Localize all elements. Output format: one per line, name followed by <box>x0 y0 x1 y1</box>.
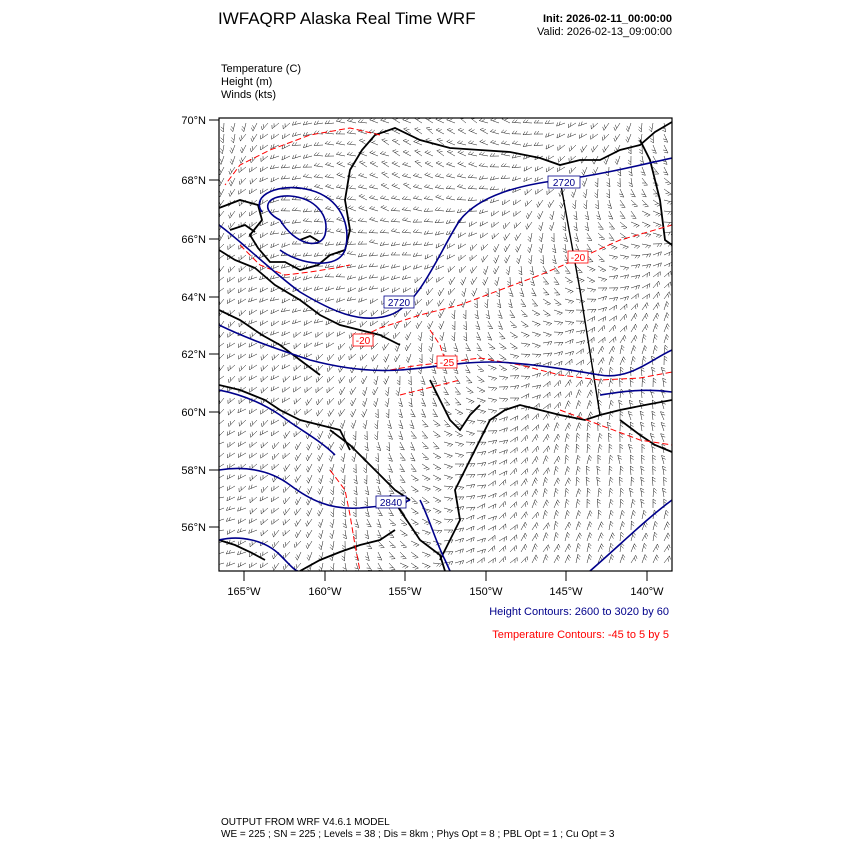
latitude-labels <box>181 115 206 534</box>
temperature-contours <box>225 128 672 571</box>
lat-label: 62°N <box>181 349 206 361</box>
field-winds: Winds (kts) <box>221 89 276 101</box>
height-label-2: 2720 <box>387 298 411 309</box>
lat-label: 68°N <box>181 175 206 187</box>
temperature-contour-labels <box>353 251 588 369</box>
coastlines <box>219 122 672 571</box>
valid-time: Valid: 2026-02-13_09:00:00 <box>537 26 672 38</box>
lon-label: 155°W <box>388 586 422 598</box>
field-temperature: Temperature (C) <box>221 63 302 75</box>
wind-barbs <box>215 116 673 572</box>
lat-label: 58°N <box>181 465 206 477</box>
lat-label: 70°N <box>181 115 206 127</box>
lon-label: 160°W <box>308 586 342 598</box>
height-label-1: 2720 <box>552 178 576 189</box>
lat-label: 64°N <box>181 292 206 304</box>
chart-title: IWFAQRP Alaska Real Time WRF <box>218 9 476 28</box>
temp-label-2: -20 <box>355 336 371 347</box>
map-frame <box>219 118 672 571</box>
wind-barb-field <box>215 116 673 572</box>
temp-label-1: -20 <box>570 253 586 264</box>
lat-label: 60°N <box>181 407 206 419</box>
temperature-contour-legend: Temperature Contours: -45 to 5 by 5 <box>492 629 669 641</box>
lon-label: 165°W <box>227 586 261 598</box>
border-line <box>560 180 600 415</box>
lat-label: 66°N <box>181 234 206 246</box>
height-label-3: 2840 <box>379 498 403 509</box>
lat-label: 56°N <box>181 522 206 534</box>
init-time: Init: 2026-02-11_00:00:00 <box>542 13 672 25</box>
longitude-labels <box>227 586 664 598</box>
model-settings: WE = 225 ; SN = 225 ; Levels = 38 ; Dis = 8km ; Phys Opt = 8 ; PBL Opt = 1 ; Cu Opt = 3 <box>221 829 615 840</box>
temp-label-3: -25 <box>439 358 455 369</box>
lon-label: 150°W <box>469 586 503 598</box>
lon-label: 145°W <box>549 586 583 598</box>
height-contour-legend: Height Contours: 2600 to 3020 by 60 <box>489 606 669 618</box>
model-footer: OUTPUT FROM WRF V4.6.1 MODEL <box>221 817 390 828</box>
lon-label: 140°W <box>630 586 664 598</box>
field-height: Height (m) <box>221 76 273 88</box>
height-contour-labels <box>376 176 580 509</box>
